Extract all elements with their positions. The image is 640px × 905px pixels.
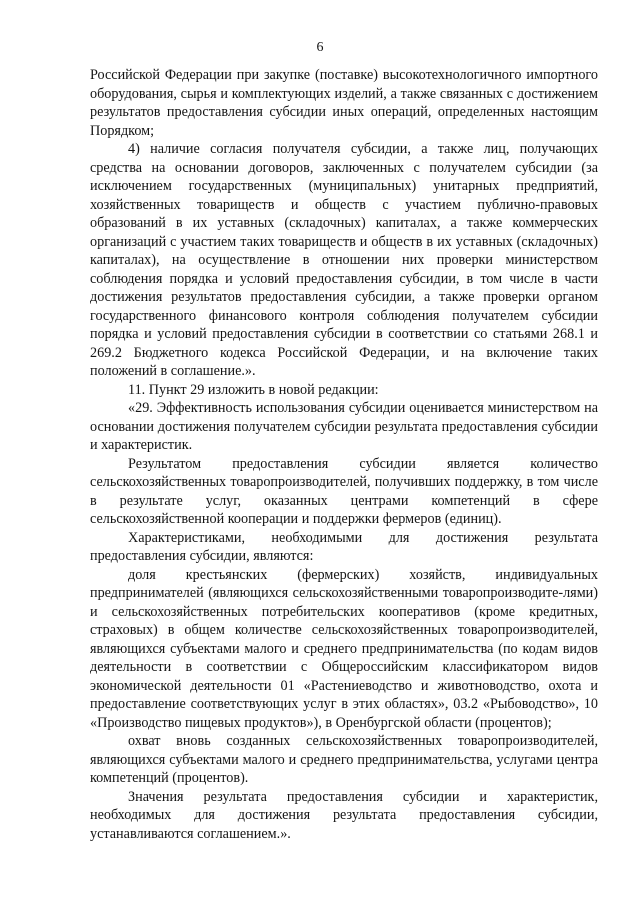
- document-body: [90, 66, 598, 843]
- paragraph-values-agreement: Значения результата предоставления субсидии и характеристик, необходимых для достижения результата предоставления субсидии, устанавливаются соглашением.».: [90, 788, 598, 842]
- paragraph-result: Результатом предоставления субсидии является количество сельскохозяйственных товаропроизводителей, получивших поддержку, в том числе в результате услуг, оказанных центрами компетенций в сфере сельскохозяйственной кооперации и поддержки фермеров (единиц).: [90, 455, 598, 527]
- paragraph-amendment-item: 11. Пункт 29 изложить в новой редакции:: [128, 381, 379, 398]
- paragraph-continuation: Российской Федерации при закупке (поставке) высокотехнологичного импортного оборудования, сырья и комплектующих изделий, а также связанных с достижением результатов предоставления субсидии иных операций, определенных настоящим Порядком;: [90, 67, 598, 139]
- paragraph-characteristics-intro: Характеристиками, необходимыми для достижения результата предоставления субсидии, являются:: [90, 529, 598, 564]
- paragraph-efficiency: «29. Эффективность использования субсидии оценивается министерством на основании достижения получателем субсидии результата предоставления субсидии и характеристик.: [90, 400, 598, 453]
- paragraph-characteristic-share: доля крестьянских (фермерских) хозяйств, индивидуальных предпринимателей (являющихся сельскохозяйственными товаропроизводите-лями) и сельскохозяйственных потребительских кооперативов (кроме кредитных, страховых) в общем количестве сельскохозяйственных товаропроизводителей, являющихся субъектами малого и среднего предпринимательства (по кодам видов деятельности в соответствии с Общероссийским классификатором видов экономической деятельности 01 «Растениеводство и животноводство, охота и предоставление соответствующих услуг в этих областях», 03.2 «Рыбоводство», 10 «Производство пищевых продуктов»), в Оренбургской области (процентов);: [90, 566, 598, 731]
- page-number: 6: [316, 40, 324, 55]
- paragraph-consent-condition: 4) наличие согласия получателя субсидии, а также лиц, получающих средства на основании договоров, заключенных с получателем субсидии (за исключением государственных (муниципальных) унитарных предприятий, хозяйственных товариществ и обществ с участием публично-правовых образований в их уставных (складочных) капиталах, а также коммерческих организаций с участием таких товариществ и обществ в их уставных (складочных) капиталах), на осуществление в отношении них проверки министерством соблюдения порядка и условий предоставления субсидии, в том числе в части достижения результатов предоставления субсидии, а также проверки органом государственного финансового контроля соблюдения получателем субсидии порядка и условий предоставления субсидии в соответствии со статьями 268.1 и 269.2 Бюджетного кодекса Российской Федерации, и на включение таких положений в соглашение.».: [90, 141, 598, 379]
- paragraph-characteristic-coverage: охват вновь созданных сельскохозяйственных товаропроизводителей, являющихся субъектами малого и среднего предпринимательства, услугами центра компетенций (процентов).: [90, 733, 598, 786]
